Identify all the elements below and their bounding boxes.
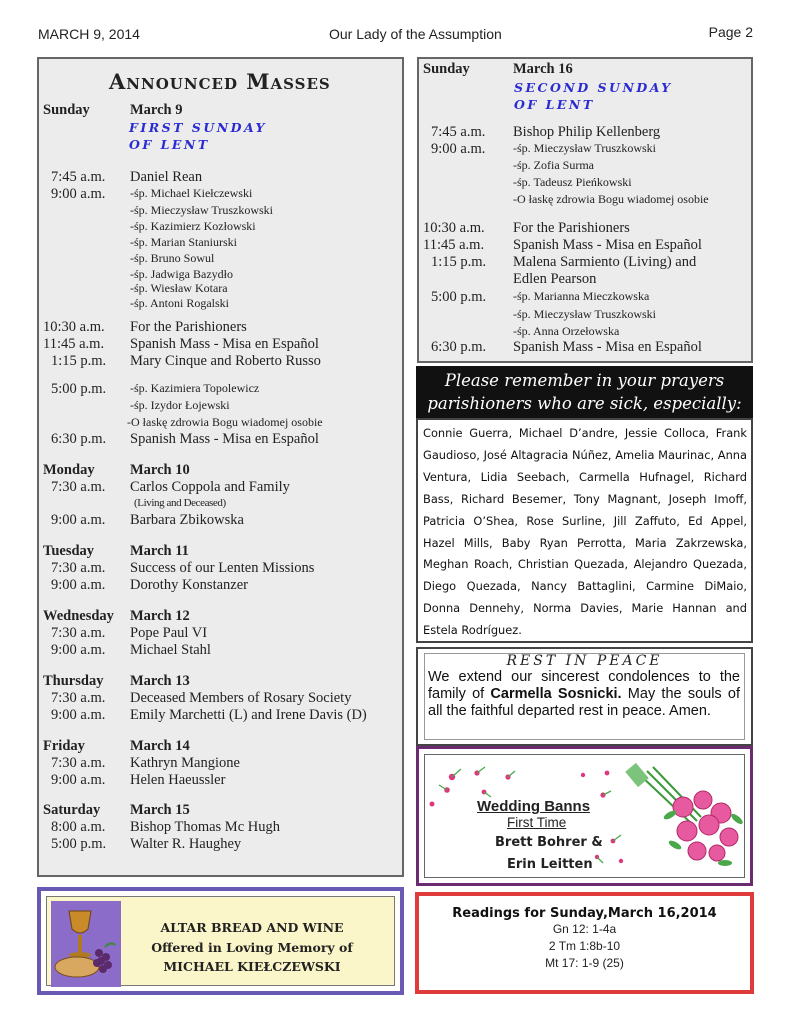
mass-intention: For the Parishioners (513, 220, 630, 236)
date-label: March 10 (130, 462, 190, 478)
readings-title: Readings for Sunday,March 16,2014 (452, 906, 717, 921)
date-label: March 12 (130, 608, 190, 624)
mass-time: 5:00 p.m. (431, 289, 487, 305)
mass-time: 7:30 a.m. (51, 690, 106, 706)
mass-intention: Helen Haeussler (130, 772, 226, 788)
mass-time: 7:45 a.m. (431, 124, 486, 140)
readings-box (415, 892, 754, 994)
reading-line: 2 Tm 1:8b-10 (548, 939, 621, 953)
mass-intention: Dorothy Konstanzer (130, 577, 248, 593)
mass-intention: Edlen Pearson (513, 271, 597, 287)
mass-time: 11:45 a.m. (423, 237, 485, 253)
day-label: Monday (43, 462, 95, 478)
mass-intention: -śp. Mieczysław Truszkowski (513, 307, 656, 321)
mass-intention: -śp. Marianna Mieczkowska (513, 289, 650, 303)
mass-intention: Deceased Members of Rosary Society (130, 690, 352, 706)
mass-intention: Bishop Thomas Mc Hugh (130, 819, 280, 835)
prayer-names: Connie Guerra, Michael D’andre, Jessie Colloca, Frank Gaudioso, José Altagracia Núñez, Amelia Maurinac, Anna Ventura, Lidia Seebach, Carmella Hufnagel, Richard Bass, Richard Besemer, Tony Magnant, Joseph Imoff, Patricia O’Shea, Rose Surline, Jill Zaffuto, Ed Appel, Hazel Mills, Baby Ryan Perrotta, Maria Zakrzewska, Meghan Roach, Christian Quezada, Alejandro Quezada, Diego Quezada, Nancy Battaglini, Carmine DiMaio, Donna Dennehy, Norma Davies, Marie Hannan and Estela Rodríguez. (416, 418, 753, 643)
issue-date: MARCH 9, 2014 (38, 26, 140, 42)
mass-time: 6:30 p.m. (51, 431, 107, 447)
mass-intention: Bishop Philip Kellenberg (513, 124, 661, 140)
mass-intention: -śp. Wiesław Kotara (130, 281, 228, 295)
mass-intention: (Living and Deceased) (134, 497, 226, 509)
chalice-bread-icon (51, 901, 121, 987)
mass-intention: Spanish Mass - Misa en Español (513, 237, 702, 253)
mass-time: 9:00 a.m. (51, 512, 106, 528)
mass-intention: Emily Marchetti (L) and Irene Davis (D) (130, 707, 367, 723)
mass-intention: -śp. Zofia Surma (513, 158, 594, 172)
date-label: March 16 (513, 61, 573, 77)
rip-text-part: May the souls of all the faithful departed rest in peace. Amen. (428, 686, 740, 719)
mass-intention: -śp. Anna Orzełowska (513, 324, 620, 338)
mass-intention: -O łaskę zdrowia Bogu wiadomej osobie (513, 192, 709, 206)
mass-intention: For the Parishioners (130, 319, 247, 335)
mass-intention: Barbara Zbikowska (130, 512, 244, 528)
mass-intention: Michael Stahl (130, 642, 211, 658)
banns-title: Wedding Banns (477, 798, 591, 815)
mass-intention: Spanish Mass - Misa en Español (130, 336, 319, 352)
mass-intention: -śp. Jadwiga Bazydło (130, 267, 233, 281)
mass-intention: Mary Cinque and Roberto Russo (130, 353, 321, 369)
parish-name: Our Lady of the Assumption (329, 26, 502, 42)
mass-intention: -O łaskę zdrowia Bogu wiadomej osobie (127, 415, 323, 429)
mass-intention: Spanish Mass - Misa en Español (513, 339, 702, 355)
rip-text (425, 669, 744, 720)
mass-intention: Malena Sarmiento (Living) and (513, 254, 697, 270)
page-header (38, 26, 753, 46)
mass-time: 9:00 a.m. (51, 772, 106, 788)
rip-name: Carmella Sosnicki. (490, 686, 622, 702)
date-label: March 9 (130, 102, 183, 118)
mass-intention: -śp. Kazimiera Topolewicz (130, 381, 260, 395)
day-label: Sunday (423, 61, 470, 77)
rip-title: REST IN PEACE (506, 653, 663, 669)
mass-intention: Kathryn Mangione (130, 755, 240, 771)
sunday-title-2: OF LENT (514, 97, 595, 112)
mass-time: 1:15 p.m. (431, 254, 487, 270)
second-sunday-panel (417, 57, 753, 363)
mass-time: 11:45 a.m. (43, 336, 105, 352)
mass-intention: Spanish Mass - Misa en Español (130, 431, 319, 447)
prayer-heading (416, 366, 753, 418)
day-label: Friday (43, 738, 85, 754)
reading-line: Gn 12: 1-4a (552, 922, 617, 936)
mass-time: 7:45 a.m. (51, 169, 106, 185)
mass-time: 8:00 a.m. (51, 819, 106, 835)
sunday-title-2: OF LENT (129, 137, 210, 152)
mass-intention: -śp. Mieczysław Truszkowski (513, 141, 656, 155)
day-label: Saturday (43, 802, 101, 818)
day-label: Sunday (43, 102, 90, 118)
day-label: Wednesday (43, 608, 114, 624)
date-label: March 13 (130, 673, 190, 689)
mass-intention: -śp. Tadeusz Pieńkowski (513, 175, 632, 189)
rip-text-part: We extend our sincerest condolences to the family of (428, 669, 740, 702)
mass-intention: Daniel Rean (130, 169, 203, 185)
mass-intention: -śp. Antoni Rogalski (130, 296, 230, 310)
mass-intention: Walter R. Haughey (130, 836, 242, 852)
mass-time: 10:30 a.m. (43, 319, 105, 335)
mass-time: 9:00 a.m. (431, 141, 486, 157)
sunday-title-1: SECOND SUNDAY (514, 80, 673, 95)
prayer-heading-line-2: parishioners who are sick, especially: (427, 394, 742, 413)
mass-intention: -śp. Izydor Łojewski (130, 398, 230, 412)
date-label: March 15 (130, 802, 190, 818)
mass-time: 7:30 a.m. (51, 625, 106, 641)
mass-intention: Success of our Lenten Missions (130, 560, 315, 576)
mass-time: 5:00 p.m. (51, 836, 107, 852)
mass-intention: -śp. Kazimierz Kozłowski (130, 219, 256, 233)
mass-intention: -śp. Marian Staniurski (130, 235, 237, 249)
banns-name-2: Erin Leitten (507, 857, 593, 872)
mass-time: 6:30 p.m. (431, 339, 487, 355)
altar-line-1: ALTAR BREAD AND WINE (160, 920, 344, 935)
announced-masses-panel (37, 57, 404, 877)
mass-intention: -śp. Mieczysław Truszkowski (130, 203, 273, 217)
altar-line-2: Offered in Loving Memory of (151, 940, 353, 955)
altar-bread-box (37, 887, 404, 995)
day-label: Thursday (43, 673, 104, 689)
banns-name-1: Brett Bohrer & (495, 835, 603, 850)
mass-time: 9:00 a.m. (51, 186, 106, 202)
mass-time: 7:30 a.m. (51, 479, 106, 495)
mass-time: 7:30 a.m. (51, 560, 106, 576)
date-label: March 14 (130, 738, 190, 754)
mass-intention: -śp. Michael Kiełczewski (130, 186, 253, 200)
mass-time: 9:00 a.m. (51, 707, 106, 723)
banns-subtitle: First Time (507, 815, 567, 830)
mass-time: 10:30 a.m. (423, 220, 485, 236)
rest-in-peace-box (416, 647, 753, 746)
page-number: Page 2 (708, 24, 753, 40)
day-label: Tuesday (43, 543, 95, 559)
reading-line: Mt 17: 1-9 (25) (545, 956, 624, 970)
mass-time: 7:30 a.m. (51, 755, 106, 771)
mass-intention: Carlos Coppola and Family (130, 479, 290, 495)
sunday-title-1: FIRST SUNDAY (129, 120, 267, 135)
masses-title: Announced Masses (109, 69, 331, 94)
mass-intention: Pope Paul VI (130, 625, 208, 641)
altar-line-3: MICHAEL KIEŁCZEWSKI (163, 959, 341, 974)
wedding-banns-box (416, 746, 753, 886)
date-label: March 11 (130, 543, 189, 559)
mass-intention: -śp. Bruno Sowul (130, 251, 215, 265)
prayer-heading-line-1: Please remember in your prayers (444, 371, 725, 390)
mass-time: 1:15 p.m. (51, 353, 107, 369)
mass-time: 9:00 a.m. (51, 642, 106, 658)
mass-time: 9:00 a.m. (51, 577, 106, 593)
mass-time: 5:00 p.m. (51, 381, 107, 397)
